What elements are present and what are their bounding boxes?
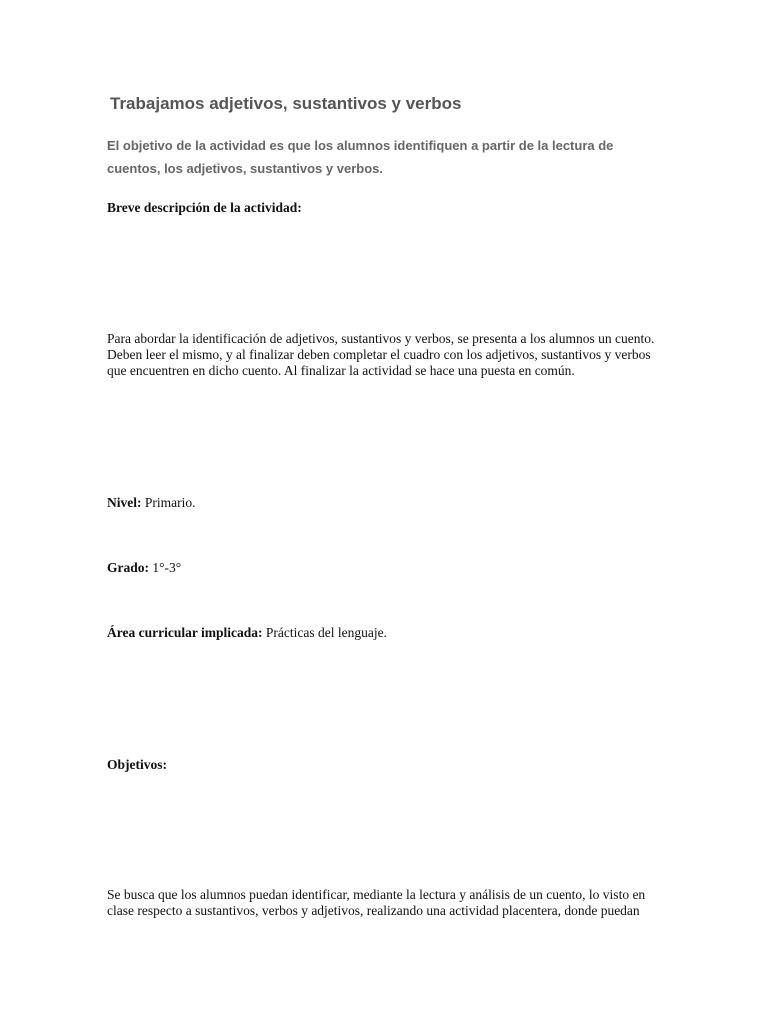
grado-label: Grado:	[107, 560, 149, 575]
grado-field	[107, 560, 181, 576]
area-value: Prácticas del lenguaje.	[262, 625, 387, 640]
objetivos-line: clase respecto a sustantivos, verbos y adjetivos, realizando una actividad placentera, donde puedan	[107, 903, 640, 918]
area-label: Área curricular implicada:	[107, 625, 263, 640]
objetivos-heading: Objetivos:	[107, 757, 167, 772]
description-line: que encuentren en dicho cuento. Al finalizar la actividad se hace una puesta en común.	[107, 363, 575, 378]
nivel-field	[107, 495, 196, 511]
objetivos-line: Se busca que los alumnos puedan identificar, mediante la lectura y análisis de un cuento, lo visto en	[107, 887, 646, 902]
nivel-label: Nivel:	[107, 495, 142, 510]
intro-paragraph: El objetivo de la actividad es que los alumnos identifiquen a partir de la lectura de cuentos, los adjetivos, sustantivos y verbos.	[107, 138, 614, 176]
grado-value: 1°-3°	[149, 560, 182, 575]
area-field	[107, 625, 387, 641]
document-title: Trabajamos adjetivos, sustantivos y verbos	[110, 94, 462, 113]
description-heading: Breve descripción de la actividad:	[107, 200, 302, 215]
objetivos-paragraph	[107, 887, 687, 919]
description-paragraph	[107, 331, 687, 379]
nivel-value: Primario.	[141, 495, 196, 510]
description-line: Deben leer el mismo, y al finalizar deben completar el cuadro con los adjetivos, sustantivos y verbos	[107, 347, 651, 362]
description-line: Para abordar la identificación de adjetivos, sustantivos y verbos, se presenta a los alumnos un cuento.	[107, 331, 655, 346]
